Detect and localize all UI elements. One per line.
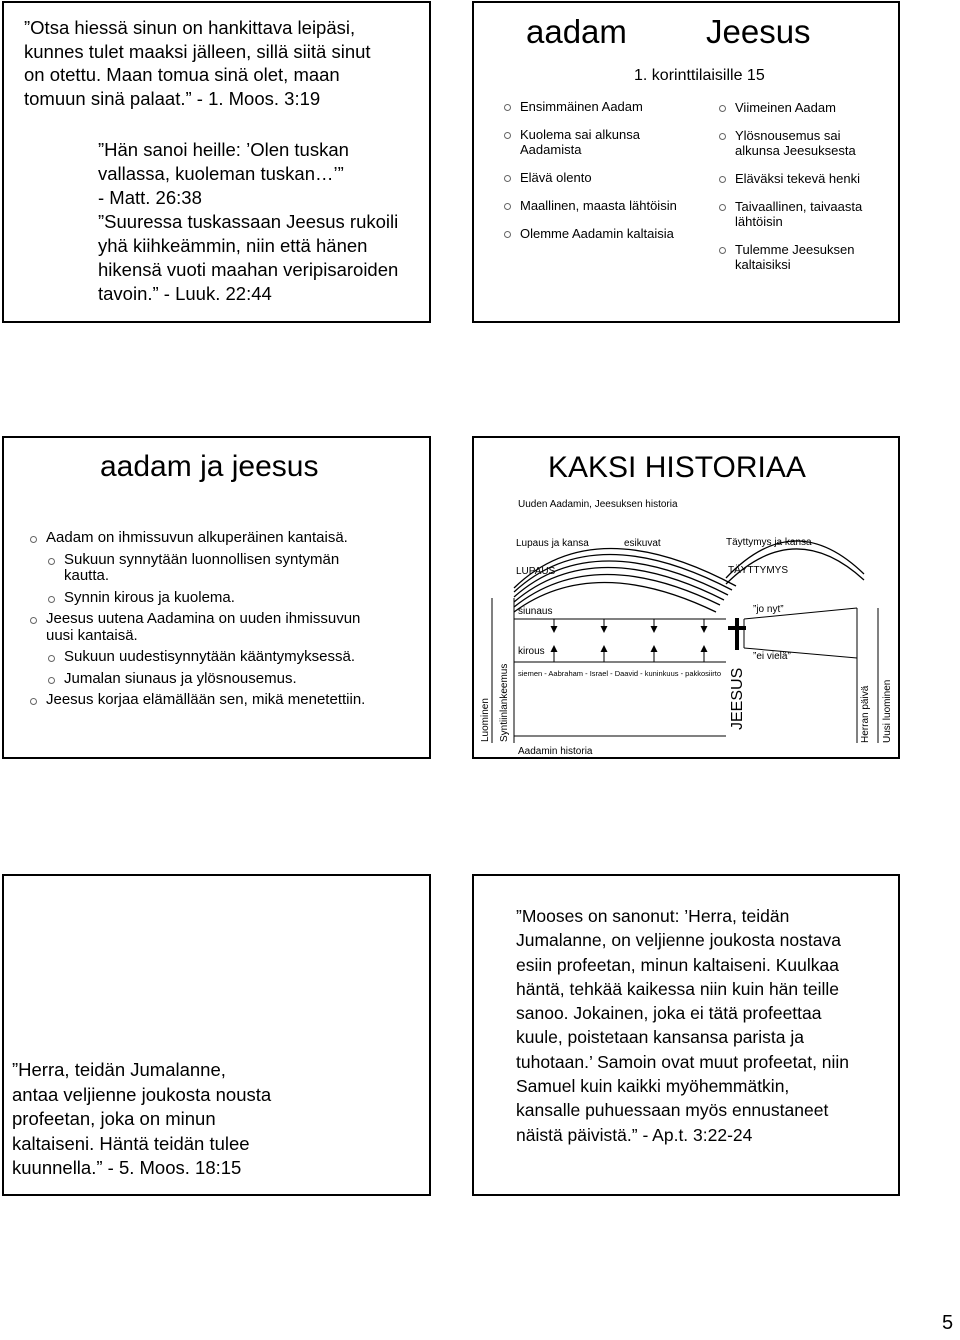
list-item: Ensimmäinen Aadam (504, 99, 677, 114)
label-aadamin-historia: Aadamin historia (518, 746, 593, 757)
slide-2 (472, 1, 900, 323)
list-item: Tulemme Jeesuksen kaltaisiksi (719, 242, 862, 272)
slide-4 (472, 436, 900, 759)
list-item: Synnin kirous ja kuolema. (48, 590, 365, 607)
label-lupaus: LUPAUS (516, 566, 556, 577)
list-item: Ylösnousemus sai alkunsa Jeesuksesta (719, 128, 862, 158)
list-item: Eläväksi tekevä henki (719, 171, 862, 186)
list-item: Jeesus korjaa elämällään sen, mikä menetettiin. (30, 692, 365, 709)
slide-2-title-left: aadam (526, 13, 627, 50)
slide-4-title: KAKSI HISTORIAA (548, 451, 806, 484)
list-item: Maallinen, maasta lähtöisin (504, 198, 677, 213)
slide-1 (2, 1, 431, 323)
slide-3-list (30, 530, 365, 709)
label-syntiinlankeemus: Syntiinlankeemus (499, 663, 510, 742)
label-ei-viela: ”ei vielä” (753, 651, 791, 662)
left-column (504, 99, 677, 241)
slide-3-title: aadam ja jeesus (100, 450, 319, 483)
label-tayttymys-ja-kansa: Täyttymys ja kansa (726, 537, 812, 548)
list-item: Aadam on ihmissuvun alkuperäinen kantaisä. (30, 530, 365, 547)
slide-4-subtitle: Uuden Aadamin, Jeesuksen historia (518, 499, 678, 510)
list-item: Viimeinen Aadam (719, 100, 862, 115)
right-column (719, 100, 862, 272)
list-item: Jumalan siunaus ja ylösnousemus. (48, 671, 365, 688)
label-luominen: Luominen (480, 698, 491, 742)
timeline-text: siemen - Aabraham - Israel - Daavid - kuninkuus - pakkosiirto (518, 669, 721, 678)
list-item: Jeesus uutena Aadamina on uuden ihmissuvun uusi kantaisä. (30, 611, 365, 644)
label-uusi-luominen: Uusi luominen (882, 679, 893, 743)
label-lupaus-ja-kansa: Lupaus ja kansa (516, 538, 589, 549)
deuteronomy-quote: ”Herra, teidän Jumalanne, antaa veljienne joukosta nousta profeetan, joka on minun kaltaiseni. Häntä teidän tulee kuunnella.” - 5. Moos. 18:15 (12, 1059, 272, 1178)
slide-2-title-right: Jeesus (706, 13, 811, 50)
label-jo-nyt: ”jo nyt” (753, 604, 784, 615)
list-item: Sukuun synnytään luonnollisen syntymän kautta. (48, 552, 365, 585)
luke-quote: ”Suuressa tuskassaan Jeesus rukoili yhä kiihkeämmin, niin että hänen hikensä vuoti maahan veripisaroiden tavoin.” - Luuk. 22:44 (98, 211, 399, 304)
label-esikuvat: esikuvat (624, 538, 661, 549)
list-item: Taivaallinen, taivaasta lähtöisin (719, 199, 862, 229)
list-item: Olemme Aadamin kaltaisia (504, 226, 677, 241)
slide-3 (2, 436, 431, 759)
slide-6 (472, 874, 900, 1196)
label-herran-paiva: Herran päivä (860, 685, 871, 743)
acts-quote: ”Mooses on sanonut: ’Herra, teidän Jumalanne, on veljienne joukosta nostava esiin profeetan, minun kaltaiseni. Kuulkaa häntä, tehkää kaikessa niin kuin hän teille sanoo. Jokainen, joka ei tätä profeettaa kuule, poistetaan kansansa parista ja tuhotaan.’ Samoin ovat muut profeetat, niin Samuel kuin kaikki myöhemmätkin, kansalle puhuessaan myös ennustaneet näistä päivistä.” - Ap.t. 3:22-24 (516, 906, 850, 1145)
slide-2-subtitle: 1. korinttilaisille 15 (634, 67, 765, 84)
matthew-quote: ”Hän sanoi heille: ’Olen tuskan vallassa, kuoleman tuskan…’” - Matt. 26:38 (98, 139, 349, 208)
list-item: Sukuun uudestisynnytään kääntymyksessä. (48, 649, 365, 666)
page-number: 5 (942, 1312, 954, 1334)
slide-5 (2, 874, 431, 1196)
history-diagram (474, 438, 900, 759)
genesis-quote: ”Otsa hiessä sinun on hankittava leipäsi, kunnes tulet maaksi jälleen, sillä siitä sinut on otettu. Maan tomua sinä olet, maan tomuun sinä palaat.” - 1. Moos. 3:19 (24, 17, 371, 109)
label-kirous: kirous (518, 646, 545, 657)
label-siunaus: siunaus (518, 606, 553, 617)
label-jeesus: JEESUS (729, 667, 746, 730)
label-tayttymys: TÄYTTYMYS (728, 565, 789, 576)
list-item: Elävä olento (504, 170, 677, 185)
list-item: Kuolema sai alkunsa Aadamista (504, 127, 677, 157)
cross-icon (728, 618, 746, 650)
